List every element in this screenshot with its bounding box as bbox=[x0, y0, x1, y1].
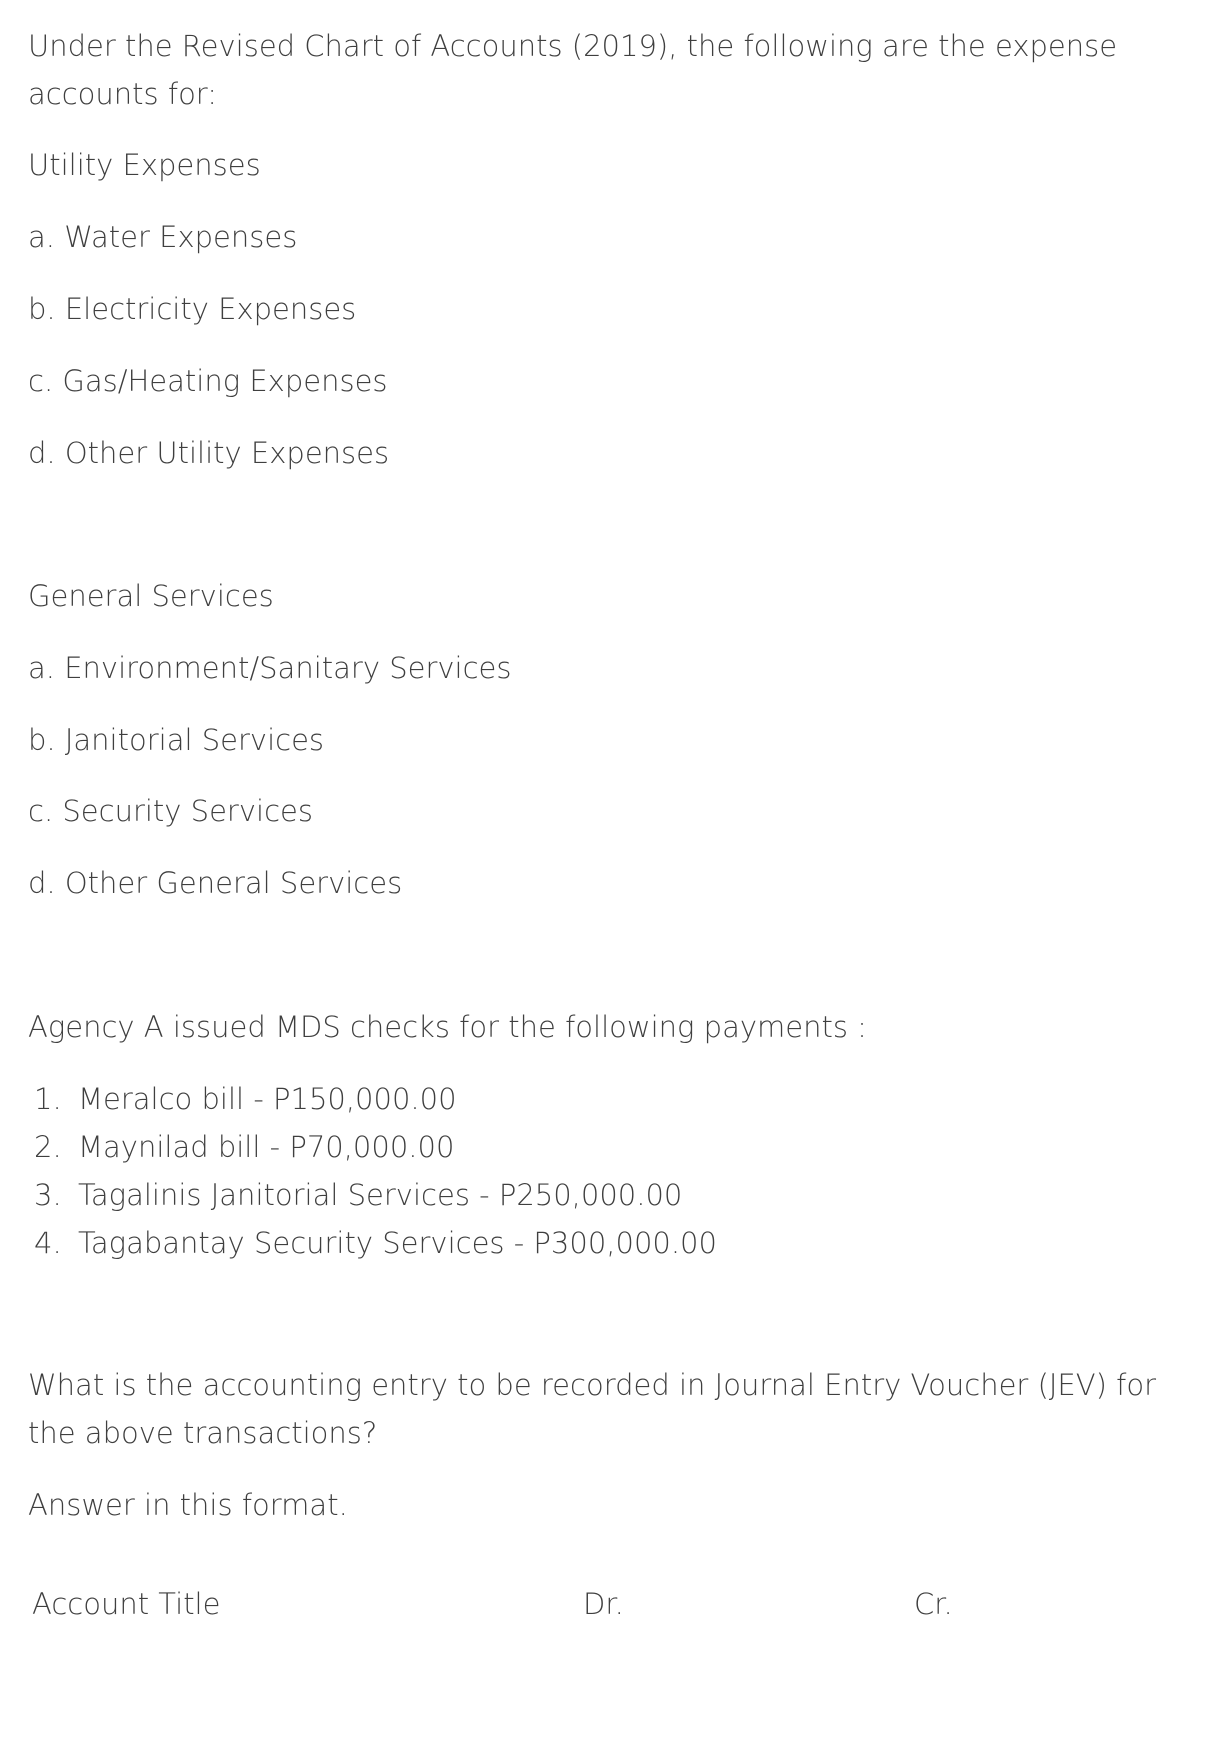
payment-item-number: 2. bbox=[34, 1130, 62, 1164]
utility-heading: Utility Expenses bbox=[28, 148, 261, 182]
payment-item-text: Tagabantay Security Services - P300,000.00 bbox=[78, 1226, 717, 1260]
utility-item-other: d. Other Utility Expenses bbox=[28, 436, 390, 470]
utility-item-water: a. Water Expenses bbox=[28, 220, 298, 254]
payments-intro: Agency A issued MDS checks for the following payments : bbox=[28, 1010, 867, 1044]
general-item-security: c. Security Services bbox=[28, 794, 313, 828]
intro-paragraph: Under the Revised Chart of Accounts (2019), the following are the expense accounts for: bbox=[28, 29, 1118, 111]
column-credit: Cr. bbox=[914, 1587, 953, 1621]
payment-item-number: 4. bbox=[34, 1226, 62, 1260]
general-item-other: d. Other General Services bbox=[28, 866, 403, 900]
payment-item bbox=[34, 1075, 457, 1123]
payment-item-number: 1. bbox=[34, 1082, 62, 1116]
utility-item-electricity: b. Electricity Expenses bbox=[28, 292, 357, 326]
general-item-janitorial: b. Janitorial Services bbox=[28, 723, 325, 757]
utility-item-gas: c. Gas/Heating Expenses bbox=[28, 364, 388, 398]
column-debit: Dr. bbox=[583, 1587, 624, 1621]
question-paragraph: What is the accounting entry to be recorded in Journal Entry Voucher (JEV) for the above transactions? bbox=[28, 1368, 1156, 1450]
instruction-text: Answer in this format. bbox=[28, 1488, 348, 1522]
payment-item bbox=[34, 1219, 717, 1267]
payment-item-text: Meralco bill - P150,000.00 bbox=[78, 1082, 457, 1116]
payment-item bbox=[34, 1171, 682, 1219]
column-account-title: Account Title bbox=[32, 1587, 221, 1621]
payment-item bbox=[34, 1123, 454, 1171]
payment-item-text: Tagalinis Janitorial Services - P250,000.00 bbox=[78, 1178, 683, 1212]
payment-item-number: 3. bbox=[34, 1178, 62, 1212]
payment-item-text: Maynilad bill - P70,000.00 bbox=[78, 1130, 455, 1164]
general-item-environment: a. Environment/Sanitary Services bbox=[28, 651, 512, 685]
general-heading: General Services bbox=[28, 579, 274, 613]
